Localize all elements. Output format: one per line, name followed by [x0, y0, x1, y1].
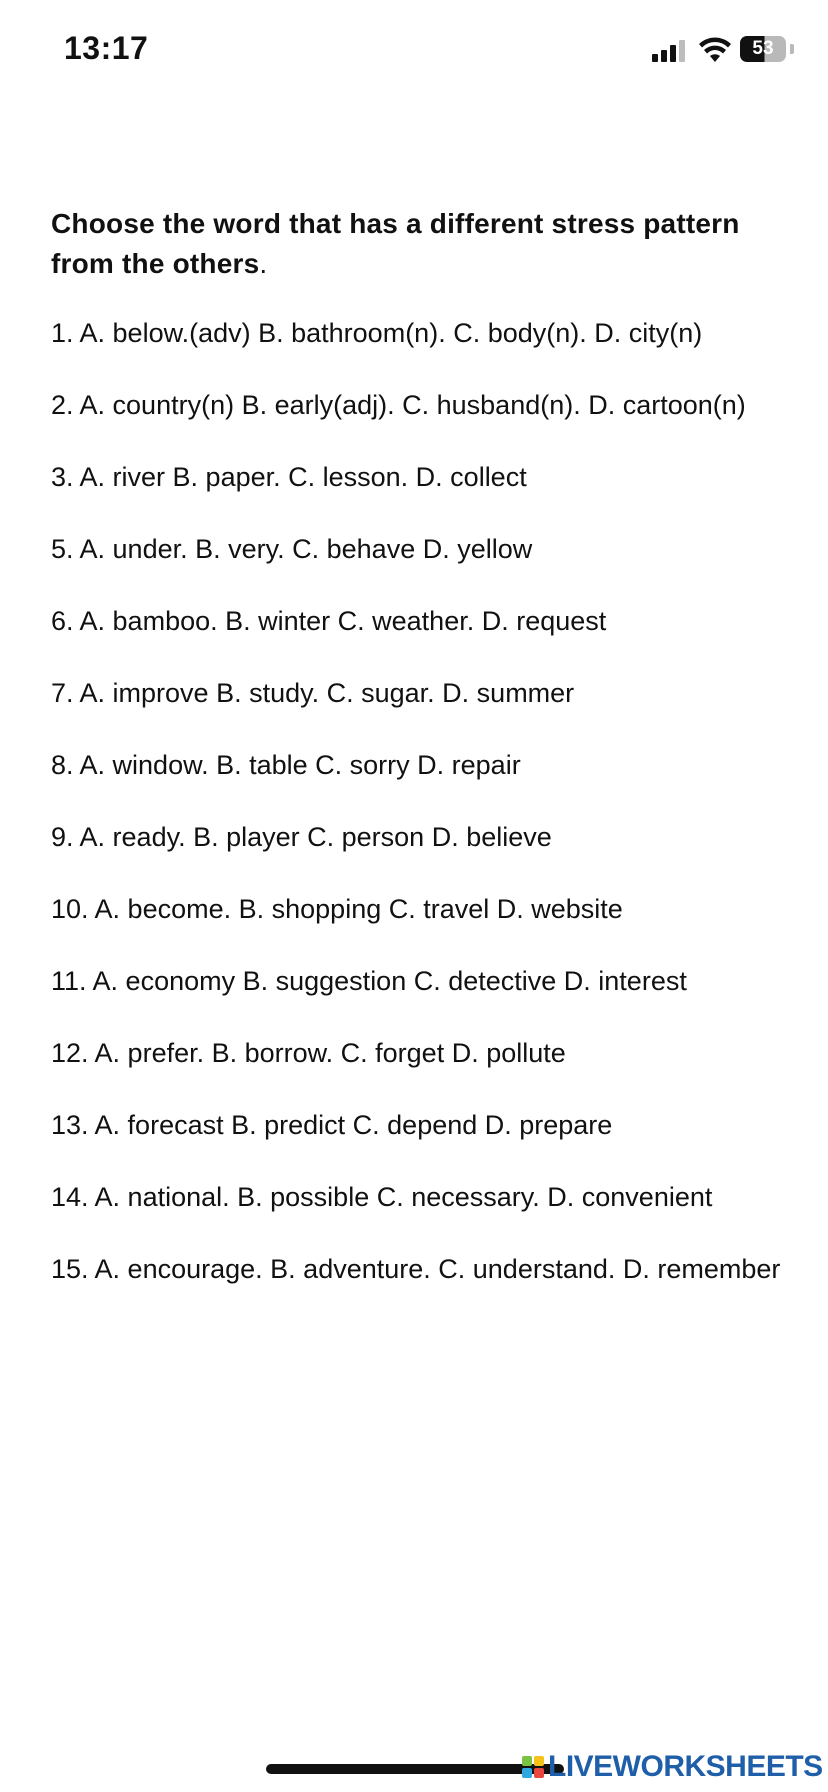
status-time: 13:17	[64, 30, 149, 66]
question-10: 10. A. become. B. shopping C. travel D. website	[51, 894, 623, 924]
question-8: 8. A. window. B. table C. sorry D. repair	[51, 750, 521, 780]
worksheet	[51, 204, 781, 1322]
battery-level: 53	[740, 36, 786, 62]
liveworksheets-logo	[522, 1750, 823, 1784]
question-3: 3. A. river B. paper. C. lesson. D. collect	[51, 462, 527, 492]
question-9: 9. A. ready. B. player C. person D. believe	[51, 822, 552, 852]
wifi-icon	[698, 36, 732, 69]
cellular-signal-icon	[652, 40, 690, 62]
question-11: 11. A. economy B. suggestion C. detective D. interest	[51, 966, 687, 996]
question-7: 7. A. improve B. study. C. sugar. D. summer	[51, 678, 575, 708]
home-indicator[interactable]	[266, 1764, 564, 1774]
logo-mark-icon	[522, 1756, 544, 1778]
question-13: 13. A. forecast B. predict C. depend D. prepare	[51, 1110, 613, 1140]
question-15: 15. A. encourage. B. adventure. C. understand. D. remember	[51, 1254, 781, 1284]
status-bar	[0, 0, 828, 100]
instruction: Choose the word that has a different stress pattern from the others.	[51, 208, 740, 279]
question-1: 1. A. below.(adv) B. bathroom(n). C. body(n). D. city(n)	[51, 318, 703, 348]
question-5: 5. A. under. B. very. C. behave D. yellow	[51, 534, 533, 564]
question-6: 6. A. bamboo. B. winter C. weather. D. request	[51, 606, 607, 636]
logo-text: LIVEWORKSHEETS	[548, 1750, 823, 1783]
battery-icon	[740, 36, 788, 62]
question-14: 14. A. national. B. possible C. necessary. D. convenient	[51, 1182, 713, 1212]
question-2: 2. A. country(n) B. early(adj). C. husband(n). D. cartoon(n)	[51, 390, 746, 420]
question-12: 12. A. prefer. B. borrow. C. forget D. pollute	[51, 1038, 566, 1068]
